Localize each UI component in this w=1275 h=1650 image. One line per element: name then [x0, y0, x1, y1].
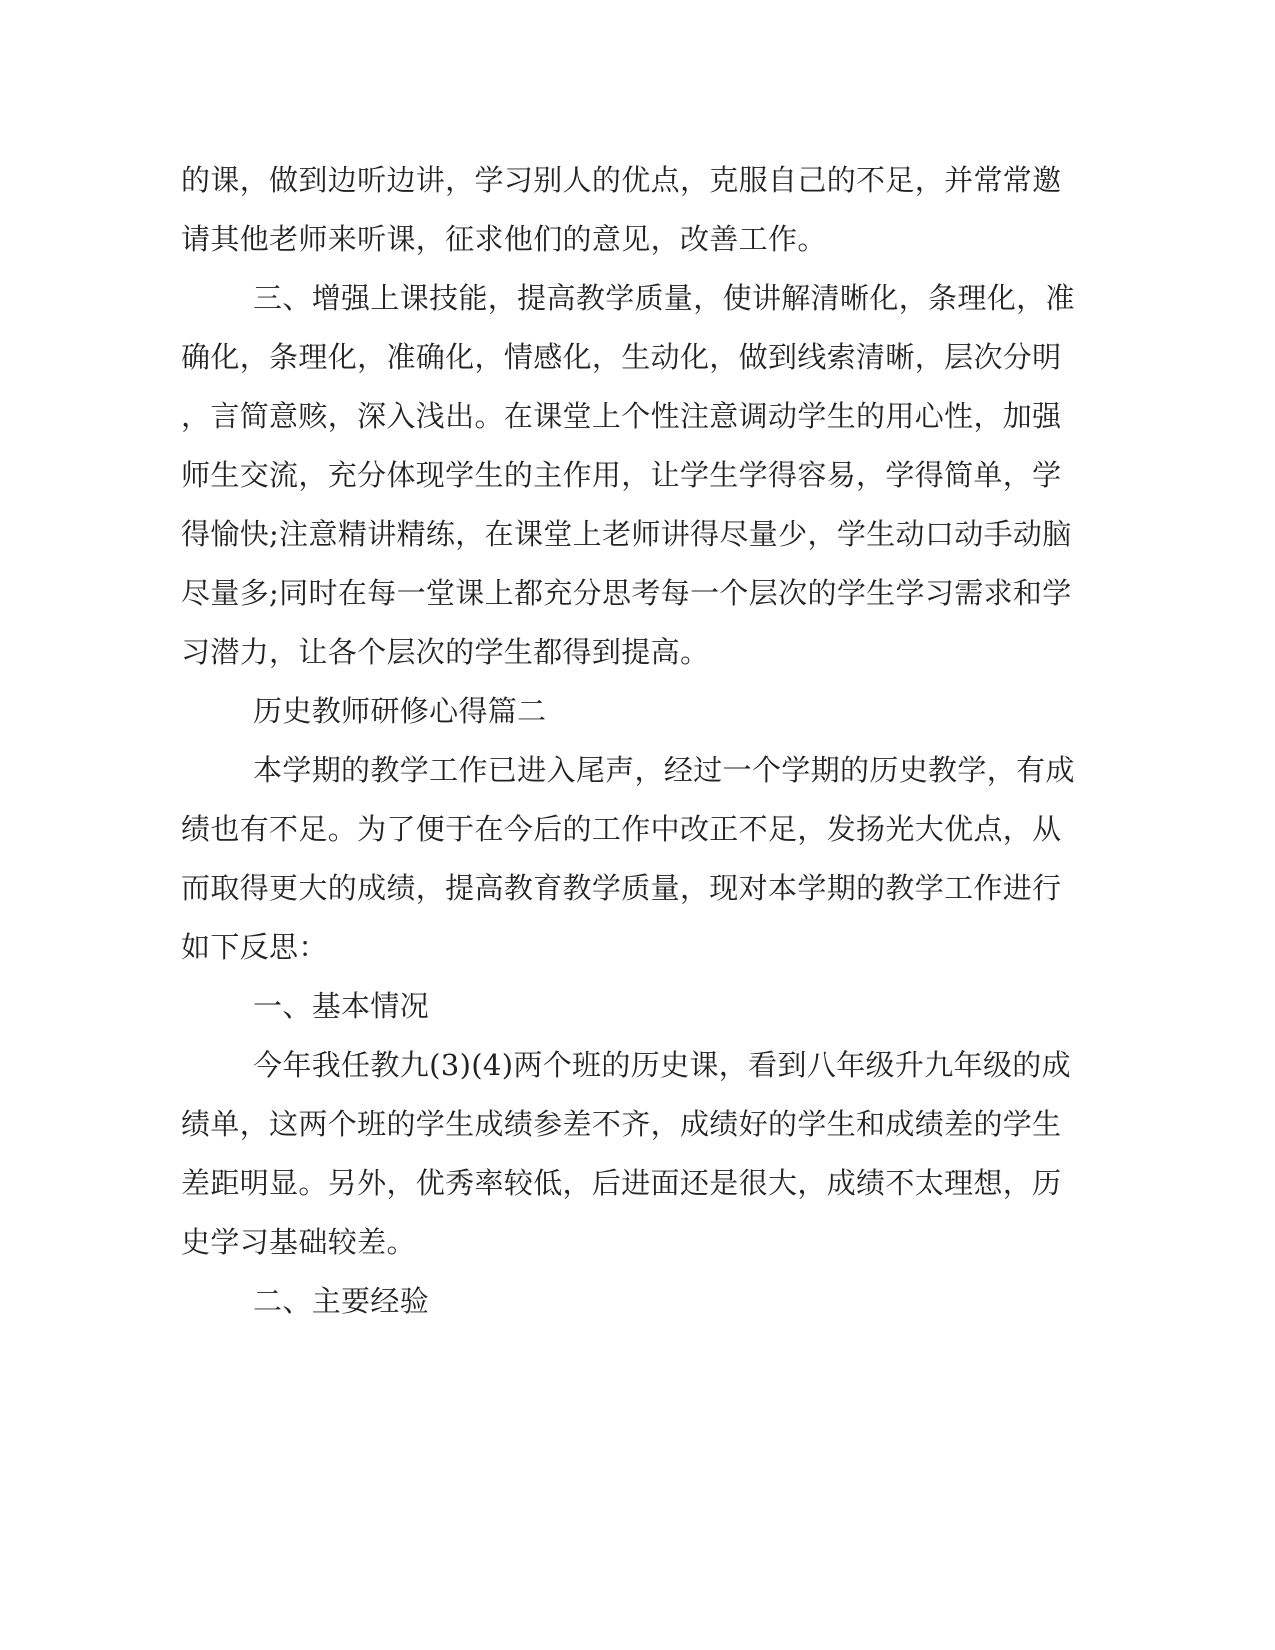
section-title: 历史教师研修心得篇二 [253, 694, 547, 728]
text-line: 如下反思： [181, 930, 328, 964]
text-line: 今年我任教九(3)(4)两个班的历史课，看到八年级升九年级的成 [253, 1048, 1072, 1082]
text-line: ，言简意赅，深入浅出。在课堂上个性注意调动学生的用心性，加强 [181, 399, 1062, 433]
subheading: 二、主要经验 [253, 1284, 430, 1318]
text-line: 绩单，这两个班的学生成绩参差不齐，成绩好的学生和成绩差的学生 [181, 1107, 1062, 1141]
text-line: 得愉快;注意精讲精练，在课堂上老师讲得尽量少，学生动口动手动脑 [181, 517, 1072, 551]
text-line: 而取得更大的成绩，提高教育教学质量，现对本学期的教学工作进行 [181, 871, 1062, 905]
text-line: 习潜力，让各个层次的学生都得到提高。 [181, 635, 710, 669]
text-line: 请其他老师来听课，征求他们的意见，改善工作。 [181, 222, 827, 256]
text-line: 的课，做到边听边讲，学习别人的优点，克服自己的不足，并常常邀 [181, 163, 1062, 197]
text-line: 师生交流，充分体现学生的主作用，让学生学得容易，学得简单，学 [181, 458, 1062, 492]
text-line: 本学期的教学工作已进入尾声，经过一个学期的历史教学，有成 [253, 753, 1075, 787]
subheading: 一、基本情况 [253, 989, 430, 1023]
paragraph-heading: 三、增强上课技能，提高教学质量，使讲解清晰化，条理化，准 [253, 281, 1075, 315]
text-line: 确化，条理化，准确化，情感化，生动化，做到线索清晰，层次分明 [181, 340, 1062, 374]
text-line: 史学习基础较差。 [181, 1225, 416, 1259]
text-line: 差距明显。另外，优秀率较低，后进面还是很大，成绩不太理想，历 [181, 1166, 1062, 1200]
text-line: 绩也有不足。为了便于在今后的工作中改正不足，发扬光大优点，从 [181, 812, 1062, 846]
text-line: 尽量多;同时在每一堂课上都充分思考每一个层次的学生学习需求和学 [181, 576, 1072, 610]
